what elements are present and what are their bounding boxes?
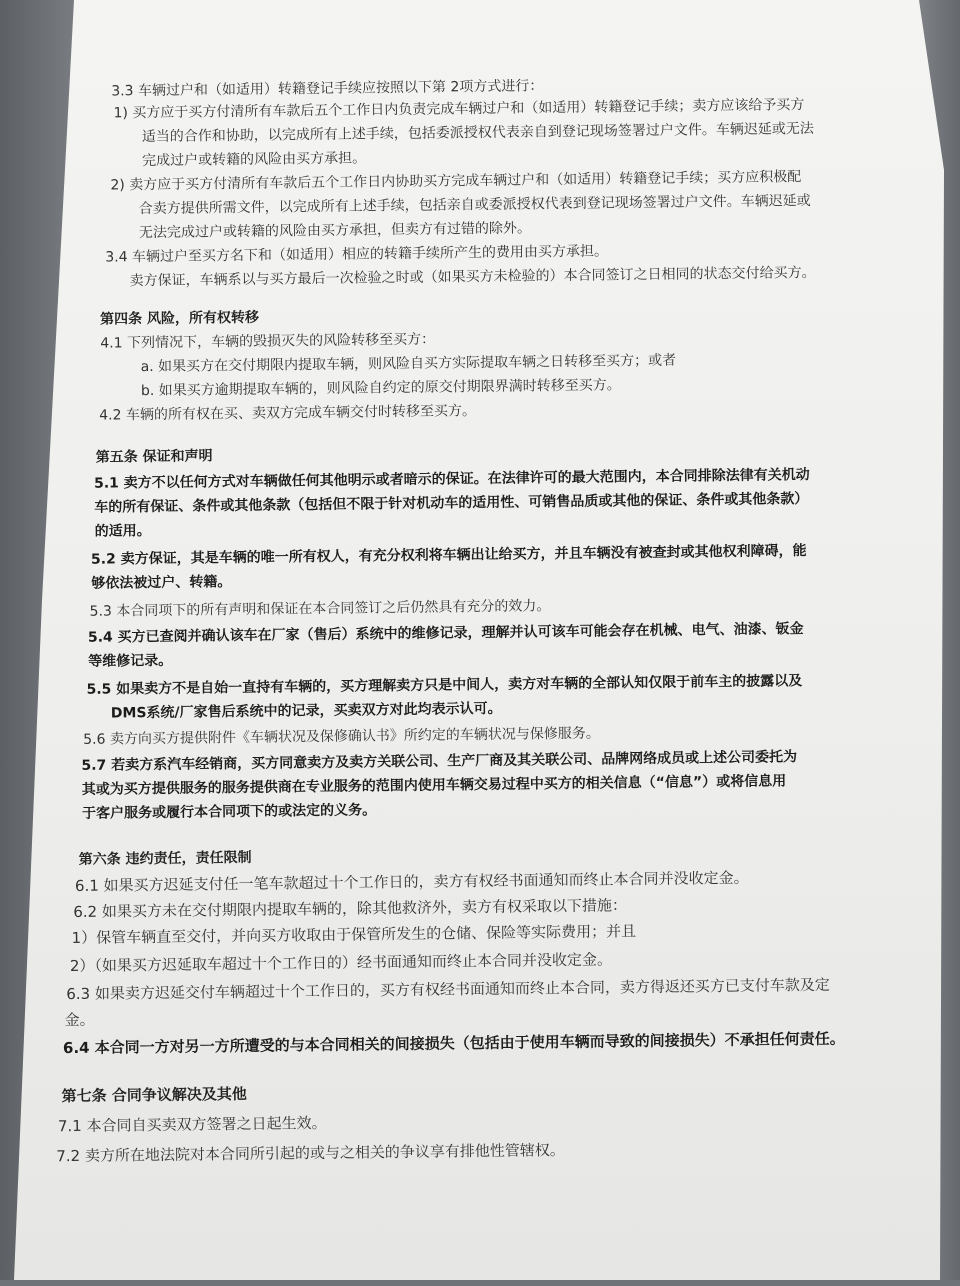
clause-6-2-item-1: 1）保管车辆直至交付，并向买方收取由于保管所发生的仓储、保险等实际费用；并且: [71, 922, 637, 948]
clause-5-5-cont: DMS系统/厂家售后系统中的记录，买卖双方对此均表示认可。: [110, 700, 502, 722]
article-4-heading: 第四条 风险，所有权转移: [99, 309, 260, 328]
article-6-heading: 第六条 违约责任，责任限制: [78, 849, 252, 868]
clause-3-3: 3.3 车辆过户和（如适用）转籍登记手续应按照以下第 2项方式进行：: [111, 78, 544, 100]
clause-6-4: 6.4 本合同一方对另一方所遭受的与本合同相关的间接损失（包括由于使用车辆而导致的间接损失）不承担任何责任。: [62, 1029, 845, 1058]
clause-5-2: 5.2 卖方保证，其是车辆的唯一所有权人，有充分权利将车辆出让给买方，并且车辆没有被查封或其他权利障碍，能: [90, 543, 807, 568]
clause-5-2-cont: 够依法被过户、转籍。: [91, 574, 232, 592]
clause-6-2: 6.2 如果买方未在交付期限内提取车辆的，除其他救济外，卖方有权采取以下措施：: [73, 896, 628, 921]
clause-7-2: 7.2 卖方所在地法院对本合同所引起的或与之相关的争议享有排他性管辖权。: [56, 1141, 565, 1166]
clause-4-1: 4.1 下列情况下，车辆的毁损灭失的风险转移至买方：: [100, 331, 436, 352]
clause-5-4-cont: 等维修记录。: [88, 652, 173, 670]
seller-guarantee: 卖方保证，车辆系以与买方最后一次检验之时或（如果买方未检验的）本合同签订之日相同的状态交付给买方。: [129, 264, 816, 290]
clause-5-3: 5.3 本合同项下的所有声明和保证在本合同签订之后仍然具有充分的效力。: [89, 598, 551, 620]
clause-5-6: 5.6 卖方向买方提供附件《车辆状况及保修确认书》所约定的车辆状况与保修服务。: [83, 725, 600, 748]
clause-5-1: 5.1 卖方不以任何方式对车辆做任何其他明示或者暗示的保证。在法律许可的最大范围内，本合同排除法律有关机动: [93, 466, 810, 492]
clause-5-1-cont: 车的所有保证、条件或其他条款（包括但不限于针对机动车的适用性、可销售品质或其他的保证、条件或其他条款）: [94, 490, 809, 516]
clause-5-1-cont: 的适用。: [94, 523, 151, 540]
clause-5-4: 5.4 买方已查阅并确认该车在厂家（售后）系统中的维修记录，理解并认可该车可能会存在机械、电气、油漆、钣金: [87, 621, 804, 646]
clause-5-7: 5.7 若卖方系汽车经销商，买方同意卖方及卖方关联公司、生产厂商及其关联公司、品牌网络成员或上述公司委托为: [81, 749, 798, 774]
clause-5-7-cont: 于客户服务或履行本合同项下的或法定的义务。: [81, 802, 377, 822]
clause-3-3-item-1-cont: 适当的合作和协助，以完成所有上述手续，包括委派授权代表亲自到登记现场签署过户文件。车辆迟延或无法: [141, 120, 814, 146]
clause-6-1: 6.1 如果买方迟延支付任一笔车款超过十个工作日的，卖方有权经书面通知而终止本合同并没收定金。: [74, 868, 749, 895]
clause-4-1-b: b. 如果买方逾期提取车辆的，则风险自约定的原交付期限界满时转移至买方。: [140, 377, 621, 400]
clause-3-4: 3.4 车辆过户至买方名下和（如适用）相应的转籍手续所产生的费用由买方承担。: [105, 243, 609, 266]
clause-4-2: 4.2 车辆的所有权在买、卖双方完成车辆交付时转移至买方。: [99, 403, 477, 424]
clause-3-3-item-2: 2) 卖方应于买方付清所有车款后五个工作日内协助买方完成车辆过户和（如适用）转籍登记手续；买方应积极配: [110, 169, 802, 194]
clause-6-3: 6.3 如果卖方迟延交付车辆超过十个工作日的，买方有权经书面通知而终止本合同，卖方得返还买方已支付车款及定: [66, 975, 830, 1004]
clause-3-3-item-1: 1) 买方应于买方付清所有车款后五个工作日内负责完成车辆过户和（如适用）转籍登记手续；卖方应该给予买方: [113, 96, 805, 122]
clause-5-7-cont: 其或为买方提供服务的服务提供商在专业服务的范围内使用车辆交易过程中买方的相关信息（“信息”）或将信息用: [81, 773, 787, 798]
clause-3-3-item-2-cont: 无法完成过户或转籍的风险由买方承担，但卖方有过错的除外。: [138, 220, 532, 242]
clause-7-1: 7.1 本合同自买卖双方签署之日起生效。: [57, 1113, 327, 1136]
article-5-heading: 第五条 保证和声明: [95, 448, 213, 466]
clause-6-3-cont: 金。: [64, 1010, 95, 1030]
clause-3-3-item-1-cont: 完成过户或转籍的风险由买方承担。: [142, 150, 367, 170]
clause-5-5: 5.5 如果卖方不是自始一直持有车辆的，买方理解卖方只是中间人，卖方对车辆的全部认知仅限于前车主的披露以及: [86, 673, 803, 698]
clause-4-1-a: a. 如果买方在交付期限内提取车辆，则风险自买方实际提取车辆之日转移至买方；或者: [140, 352, 677, 376]
clause-3-3-item-2-cont: 合卖方提供所需文件，以完成所有上述手续，包括亲自或委派授权代表到登记现场签署过户文件。车辆迟延或: [138, 192, 811, 218]
clause-6-2-item-2: 2）（如果买方迟延取车超过十个工作日的）经书面通知而终止本合同并没收定金。: [69, 950, 613, 976]
article-7-heading: 第七条 合同争议解决及其他: [61, 1084, 247, 1106]
